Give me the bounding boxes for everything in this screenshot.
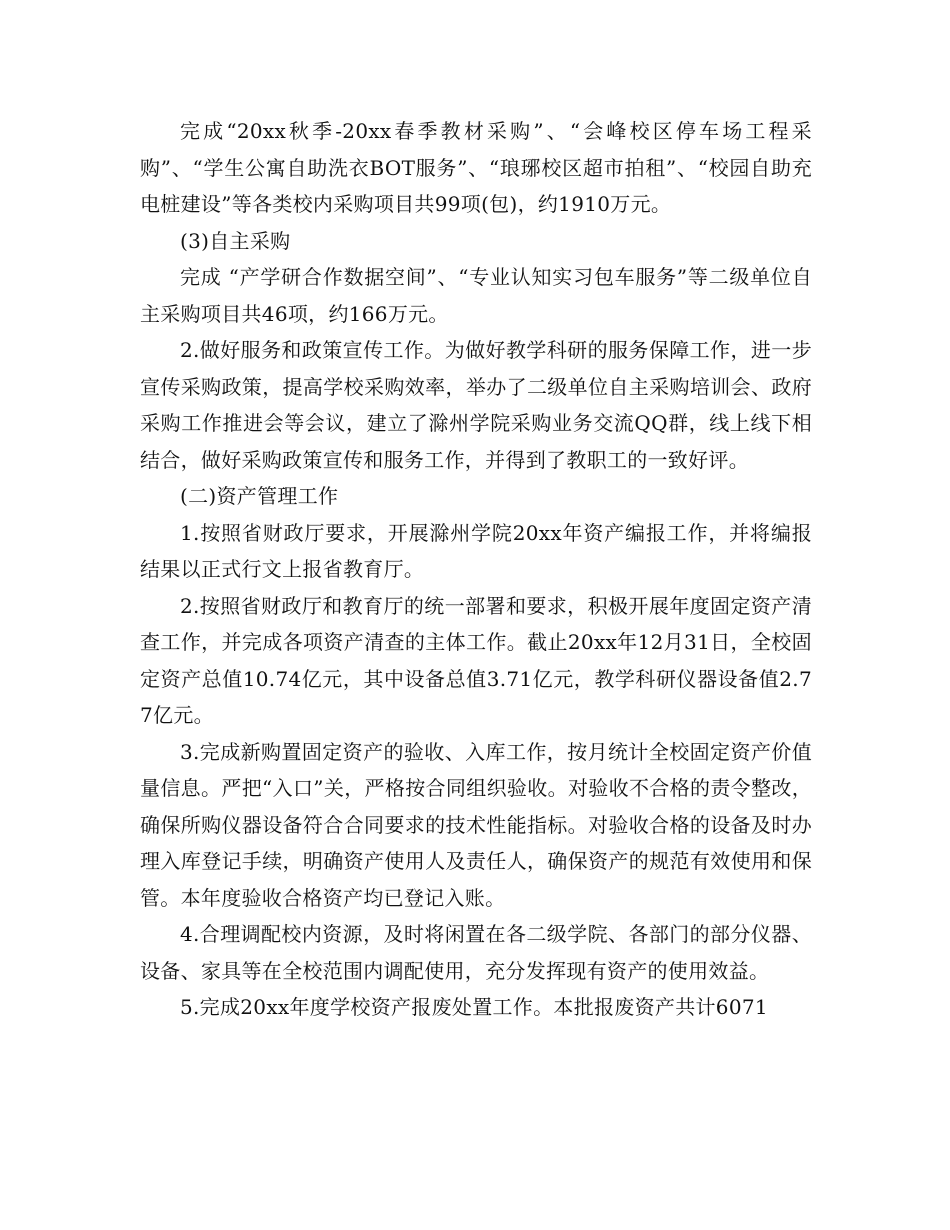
paragraph-asset-reporting: 1.按照省财政厅要求，开展滁州学院20xx年资产编报工作，并将编报结果以正式行文上报省教育厅。 [140, 520, 812, 581]
paragraph-asset-acceptance: 3.完成新购置固定资产的验收、入库工作，按月统计全校固定资产价值量信息。严把“入口”关，严格按合同组织验收。对验收不合格的责令整改，确保所购仪器设备符合合同要求的技术性能指标。对验收合格的设备及时办理入库登记手续，明确资产使用人及责任人，确保资产的规范有效使用和保管。本年度验收合格资产均已登记入账。 [140, 739, 812, 910]
paragraph-asset-inventory: 2.按照省财政厅和教育厅的统一部署和要求，积极开展年度固定资产清查工作，并完成各项资产清查的主体工作。截止20xx年12月31日，全校固定资产总值10.74亿元，其中设备总值3.71亿元，教学科研仪器设备值2.77亿元。 [140, 593, 812, 727]
paragraph-self-procurement-projects: 完成 “产学研合作数据空间”、“专业认知实习包车服务”等二级单位自主采购项目共46项，约166万元。 [140, 265, 812, 326]
paragraph-service-policy-promotion: 2.做好服务和政策宣传工作。为做好教学科研的服务保障工作，进一步宣传采购政策，提高学校采购效率，举办了二级单位自主采购培训会、政府采购工作推进会等会议，建立了滁州学院采购业务交流QQ群，线上线下相结合，做好采购政策宣传和服务工作，并得到了教职工的一致好评。 [140, 338, 812, 472]
heading-asset-management: (二)资产管理工作 [180, 484, 339, 508]
paragraph-resource-allocation: 4.合理调配校内资源，及时将闲置在各二级学院、各部门的部分仪器、设备、家具等在全校范围内调配使用，充分发挥现有资产的使用效益。 [140, 922, 812, 983]
heading-self-procurement: (3)自主采购 [180, 228, 291, 253]
paragraph-asset-disposal: 5.完成20xx年度学校资产报废处置工作。本批报废资产共计6071 [180, 995, 768, 1019]
document-body [140, 113, 812, 1026]
paragraph-campus-procurement: 完成“20xx秋季-20xx春季教材采购”、“会峰校区停车场工程采购”、“学生公寓自助洗衣BOT服务”、“琅琊校区超市拍租”、“校园自助充电桩建设”等各类校内采购项目共99项(包)，约1910万元。 [140, 119, 812, 216]
